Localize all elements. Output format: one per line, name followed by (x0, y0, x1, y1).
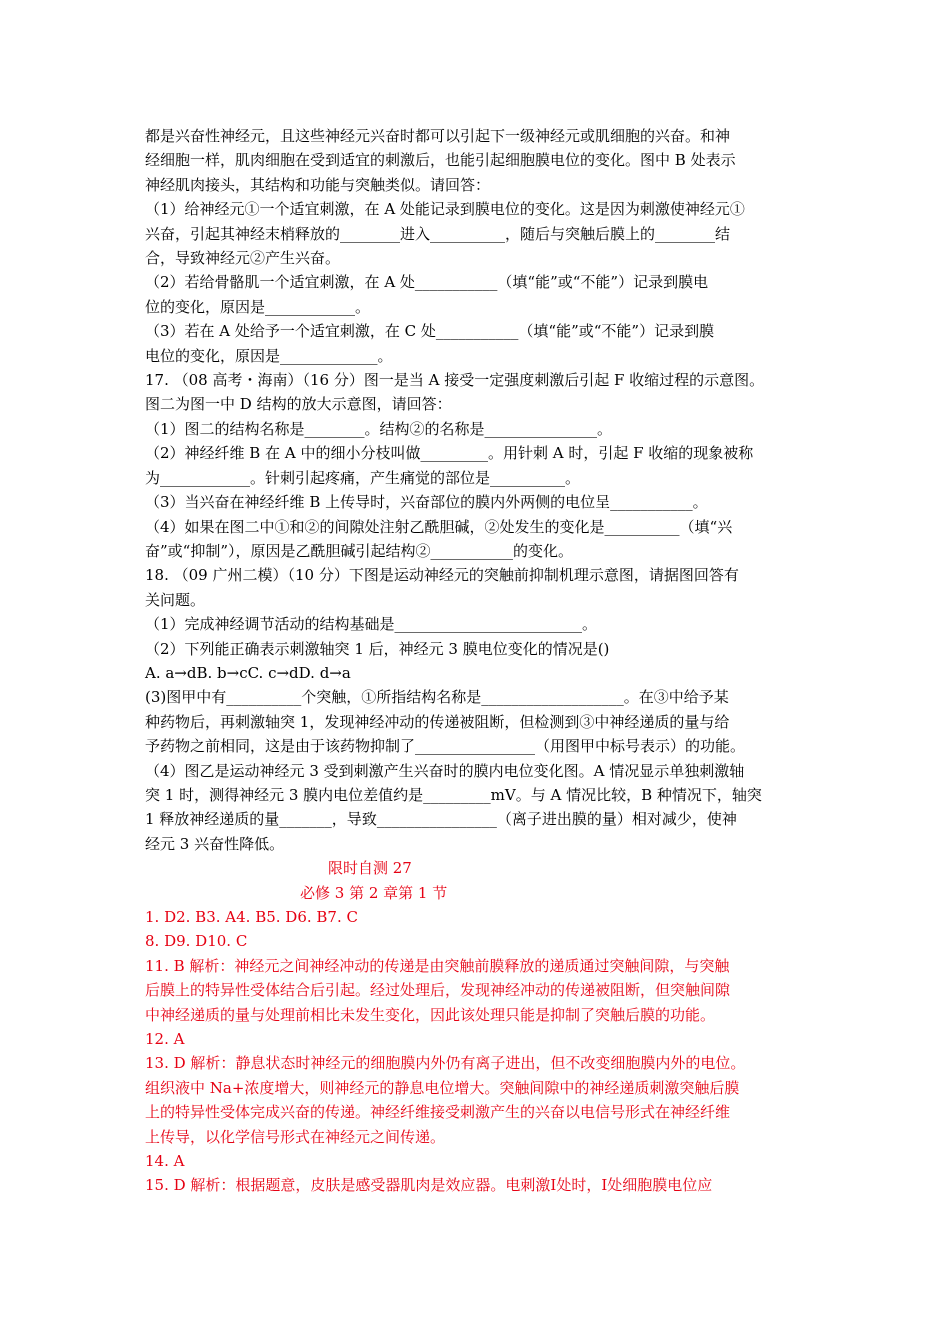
answer-title: 限时自测 27 (328, 859, 412, 878)
text-line: 兴奋，引起其神经末梢释放的________进入__________，随后与突触后膜上的________结 (145, 224, 731, 243)
text-line: 经元 3 兴奋性降低。 (145, 834, 285, 853)
text-line: （3）若在 A 处给予一个适宜刺激，在 C 处___________（填“能”或“不能”）记录到膜 (145, 322, 715, 341)
text-line: 位的变化，原因是____________。 (145, 297, 371, 316)
answer-line: 组织液中 Na+浓度增大，则神经元的静息电位增大。突触间隙中的神经递质刺激突触后膜 (145, 1078, 740, 1097)
text-line: （4）图乙是运动神经元 3 受到刺激产生兴奋时的膜内电位变化图。A 情况显示单独刺激轴 (145, 761, 745, 780)
answer-line: 8. D9. D10. C (145, 932, 248, 951)
text-line: (3)图甲中有__________个突触，①所指结构名称是___________________。在③中给予某 (145, 688, 729, 707)
text-line: 都是兴奋性神经元，且这些神经元兴奋时都可以引起下一级神经元或肌细胞的兴奋。和神 (145, 127, 731, 145)
answer-line: 12. A (145, 1030, 185, 1049)
text-line: 神经肌肉接头，其结构和功能与突触类似。请回答： (145, 175, 491, 194)
answer-line: 11. B 解析：神经元之间神经冲动的传递是由突触前膜释放的递质通过突触间隙，与突触 (145, 956, 730, 975)
text-line: （3）当兴奋在神经纤维 B 上传导时，兴奋部位的膜内外两侧的电位呈___________。 (145, 493, 708, 512)
answer-line: 1. D2. B3. A4. B5. D6. B7. C (145, 908, 358, 926)
text-line: 种药物后，再刺激轴突 1，发现神经冲动的传递被阻断，但检测到③中神经递质的量与给 (145, 712, 730, 731)
answer-line: 中神经递质的量与处理前相比未发生变化，因此该处理只能是抑制了突触后膜的功能。 (145, 1005, 716, 1024)
text-line: 图二为图一中 D 结构的放大示意图，请回答： (145, 395, 452, 414)
text-line: （1）图二的结构名称是________。结构②的名称是_______________。 (145, 419, 613, 438)
text-line: 电位的变化，原因是_____________。 (145, 346, 393, 365)
answer-line: 13. D 解析：静息状态时神经元的细胞膜内外仍有离子进出，但不改变细胞膜内外的电位。 (145, 1054, 746, 1073)
text-line: 为____________。针刺引起疼痛，产生痛觉的部位是__________。 (145, 468, 581, 487)
answer-section (145, 856, 810, 1198)
document-page (145, 124, 810, 1198)
question-body (145, 124, 810, 856)
answer-line: 上传导，以化学信号形式在神经元之间传递。 (145, 1127, 446, 1146)
text-line: 奋”或“抑制”），原因是乙酰胆碱引起结构②___________的变化。 (145, 541, 574, 560)
text-line: （1）完成神经调节活动的结构基础是_________________________。 (145, 615, 598, 634)
answer-line: 后膜上的特异性受体结合后引起。经过处理后，发现神经冲动的传递被阻断，但突触间隙 (145, 981, 731, 1000)
question-17-heading: 17. （08 高考・海南）（16 分）图一是当 A 接受一定强度刺激后引起 F 收缩过程的示意图。 (145, 371, 765, 390)
text-line: 经细胞一样，肌肉细胞在受到适宜的刺激后，也能引起细胞膜电位的变化。图中 B 处表示 (145, 151, 736, 170)
answer-line: 上的特异性受体完成兴奋的传递。神经纤维接受刺激产生的兴奋以电信号形式在神经纤维 (145, 1103, 731, 1122)
text-line: （2）若给骨骼肌一个适宜刺激，在 A 处___________（填“能”或“不能”）记录到膜电 (145, 273, 709, 292)
answer-subtitle: 必修 3 第 2 章第 1 节 (300, 883, 448, 902)
text-line: （4）如果在图二中①和②的间隙处注射乙酰胆碱，②处发生的变化是__________（填“兴 (145, 517, 733, 536)
answer-line: 15. D 解析：根据题意，皮肤是感受器肌肉是效应器。电刺激Ⅰ处时，Ⅰ处细胞膜电位应 (145, 1176, 713, 1195)
text-line: （2）下列能正确表示刺激轴突 1 后，神经元 3 膜电位变化的情况是() (145, 639, 610, 658)
text-line: 予药物之前相同，这是由于该药物抑制了________________（用图甲中标号表示）的功能。 (145, 737, 746, 756)
text-line: （2）神经纤维 B 在 A 中的细小分枝叫做_________。用针刺 A 时，引起 F 收缩的现象被称 (145, 444, 754, 463)
text-line: 突 1 时，测得神经元 3 膜内电位差值约是_________mV。与 A 情况比较，B 种情况下，轴突 (145, 785, 762, 804)
question-18-heading: 18. （09 广州二模）（10 分）下图是运动神经元的突触前抑制机理示意图，请据图回答有 (145, 566, 739, 585)
text-line: A. a→dB. b→cC. c→dD. d→a (145, 663, 351, 682)
text-line: 关问题。 (145, 590, 206, 609)
text-line: （1）给神经元①一个适宜刺激，在 A 处能记录到膜电位的变化。这是因为刺激使神经元① (145, 200, 745, 219)
text-line: 合，导致神经元②产生兴奋。 (145, 249, 341, 268)
answer-line: 14. A (145, 1152, 185, 1171)
text-line: 1 释放神经递质的量_______，导致________________（离子进出膜的量）相对减少，使神 (145, 810, 737, 829)
